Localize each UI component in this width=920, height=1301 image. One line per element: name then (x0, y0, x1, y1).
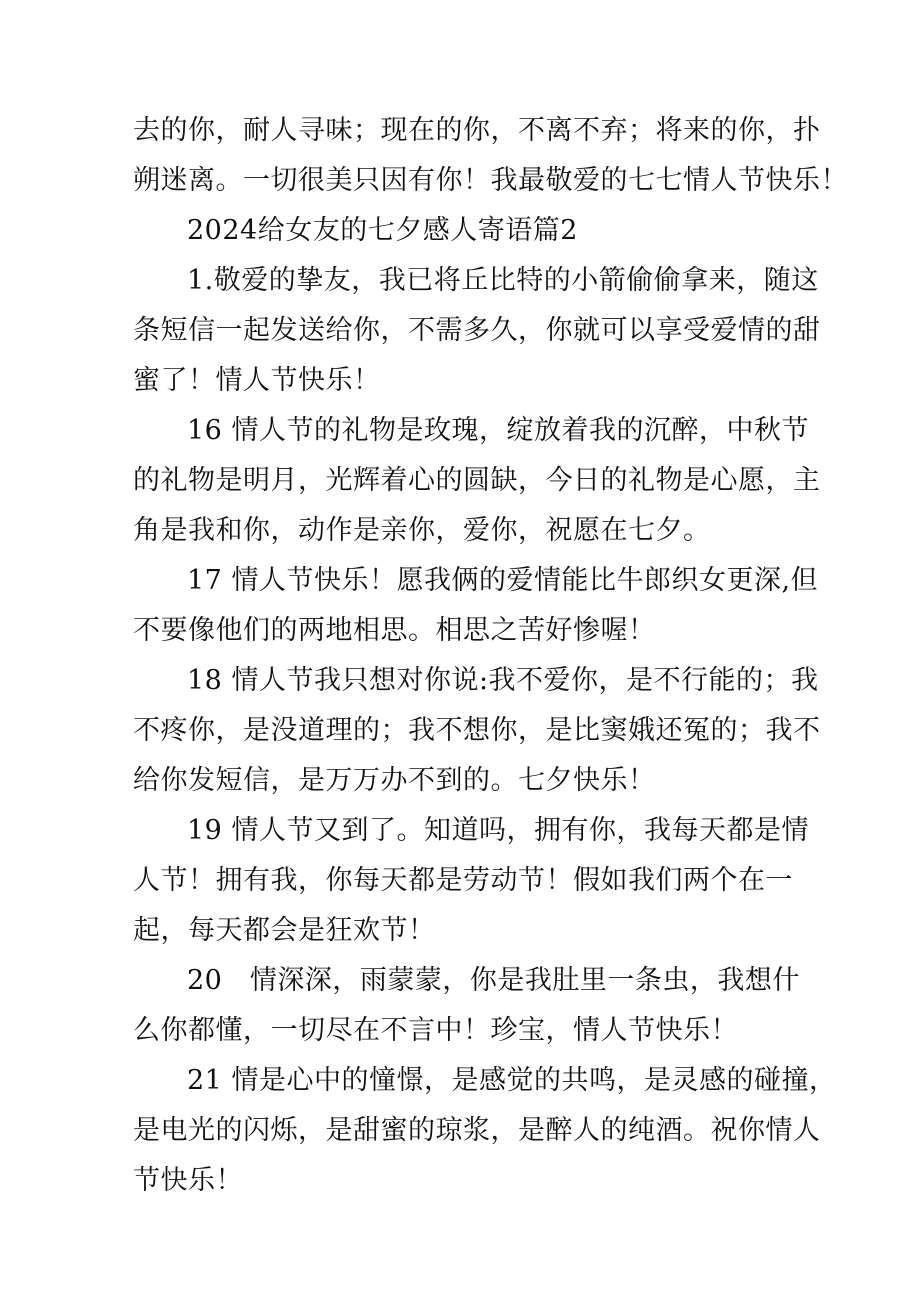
paragraph-19-line-3: 起，每天都会是狂欢节！ (133, 915, 436, 946)
paragraph-21-line-3: 节快乐！ (133, 1165, 243, 1196)
paragraph-1-line-3: 蜜了！情人节快乐！ (133, 365, 381, 396)
intro-line-2: 朔迷离。一切很美只因有你！我最敬爱的七七情人节快乐！ (133, 165, 848, 196)
paragraph-21-line-2: 是电光的闪烁，是甜蜜的琼浆，是醉人的纯酒。祝你情人 (133, 1115, 821, 1146)
paragraph-16-line-3: 角是我和你，动作是亲你，爱你，祝愿在七夕。 (133, 515, 711, 546)
paragraph-20-line-2: 么你都懂，一切尽在不言中！珍宝，情人节快乐！ (133, 1015, 738, 1046)
intro-line-1: 去的你，耐人寻味；现在的你，不离不弃；将来的你，扑 (133, 115, 821, 146)
paragraph-16-line-1: 16 情人节的礼物是玫瑰，绽放着我的沉醉，中秋节 (187, 415, 809, 446)
paragraph-18-line-3: 给你发短信，是万万办不到的。七夕快乐！ (133, 765, 656, 796)
paragraph-21-line-1: 21 情是心中的憧憬，是感觉的共鸣，是灵感的碰撞， (187, 1065, 837, 1096)
paragraph-17-line-1: 17 情人节快乐！愿我俩的爱情能比牛郎织女更深,但 (187, 565, 819, 596)
paragraph-20-line-1: 20 情深深，雨蒙蒙，你是我肚里一条虫，我想什 (187, 965, 800, 996)
paragraph-18-line-1: 18 情人节我只想对你说:我不爱你，是不行能的；我 (187, 665, 819, 696)
paragraph-1-line-1: 1.敬爱的挚友，我已将丘比特的小箭偷偷拿来，随这 (187, 265, 819, 296)
paragraph-16-line-2: 的礼物是明月，光辉着心的圆缺，今日的礼物是心愿，主 (133, 465, 821, 496)
paragraph-18-line-2: 不疼你，是没道理的；我不想你，是比窦娥还冤的；我不 (133, 715, 821, 746)
section-heading: 2024给女友的七夕感人寄语篇2 (187, 215, 578, 246)
paragraph-17-line-2: 不要像他们的两地相思。相思之苦好惨喔！ (133, 615, 656, 646)
paragraph-19-line-1: 19 情人节又到了。知道吗，拥有你，我每天都是情 (187, 815, 809, 846)
paragraph-1-line-2: 条短信一起发送给你，不需多久，你就可以享受爱情的甜 (133, 315, 821, 346)
paragraph-19-line-2: 人节！拥有我，你每天都是劳动节！假如我们两个在一 (133, 865, 793, 896)
